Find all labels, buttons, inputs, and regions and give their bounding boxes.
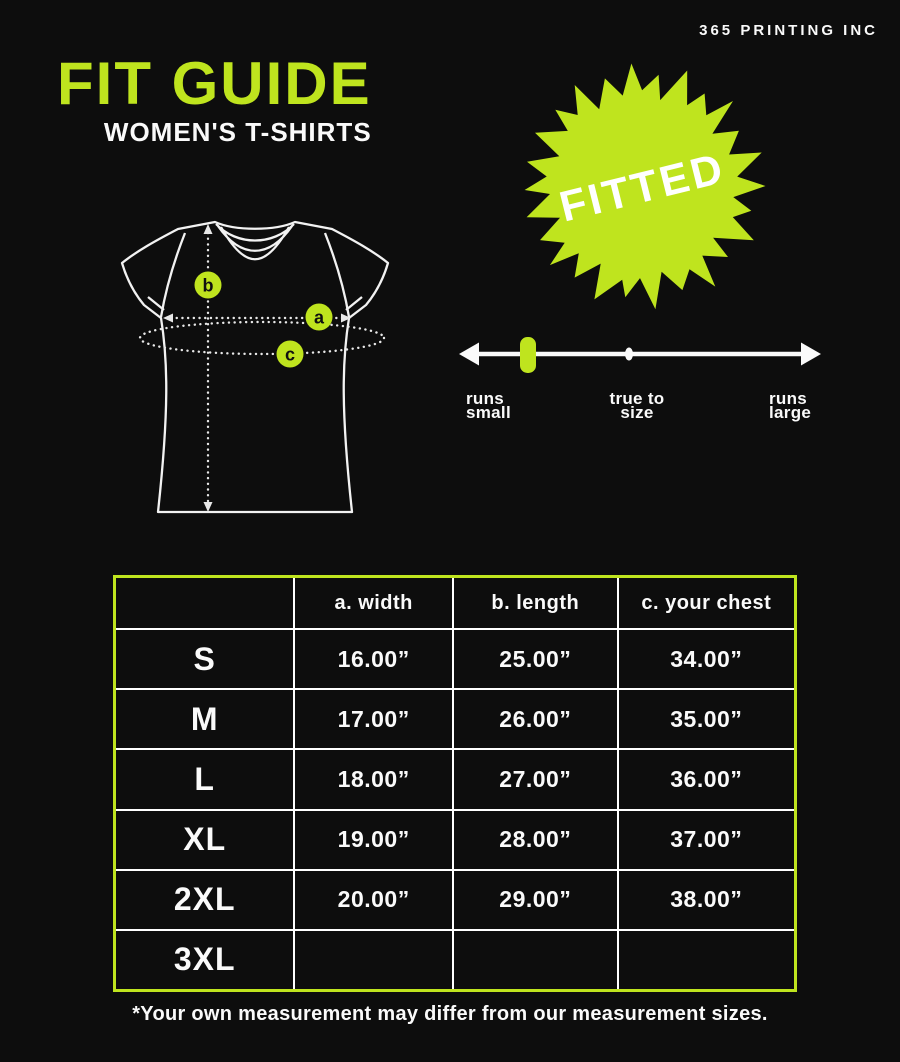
cell-length-3xl bbox=[454, 931, 617, 989]
scale-label-true-to-size: true to size bbox=[609, 389, 665, 422]
fit-scale-axis bbox=[450, 330, 830, 380]
fitted-badge bbox=[510, 54, 774, 318]
page-subtitle: WOMEN'S T-SHIRTS bbox=[103, 117, 372, 147]
cell-width-s: 16.00” bbox=[295, 630, 452, 688]
page-title: FIT GUIDE bbox=[57, 50, 372, 117]
cell-length-s: 25.00” bbox=[454, 630, 617, 688]
scale-right-arrowhead-icon bbox=[801, 343, 821, 366]
scale-midpoint-dot bbox=[625, 348, 633, 361]
brand-text: 365 PRINTING INC bbox=[699, 22, 878, 39]
marker-c-letter: c bbox=[284, 344, 296, 365]
cell-length-2xl: 29.00” bbox=[454, 871, 617, 929]
marker-a-letter: a bbox=[313, 307, 325, 328]
cell-width-m: 17.00” bbox=[295, 690, 452, 748]
fit-scale bbox=[450, 330, 830, 435]
cell-size-s: S bbox=[116, 630, 293, 688]
scale-marker bbox=[520, 337, 536, 373]
cell-width-3xl bbox=[295, 931, 452, 989]
cell-chest-s: 34.00” bbox=[619, 630, 794, 688]
cell-chest-xl: 37.00” bbox=[619, 811, 794, 869]
cell-length-l: 27.00” bbox=[454, 750, 617, 808]
scale-label-runs-small: runs small bbox=[466, 389, 511, 422]
cell-size-2xl: 2XL bbox=[116, 871, 293, 929]
scale-left-arrowhead-icon bbox=[459, 343, 479, 366]
cell-size-m: M bbox=[116, 690, 293, 748]
cell-width-xl: 19.00” bbox=[295, 811, 452, 869]
marker-b-letter: b bbox=[202, 275, 214, 296]
table-header-chest: c. your chest bbox=[619, 578, 794, 628]
fitted-badge-label: FITTED bbox=[554, 144, 731, 232]
table-header-size bbox=[116, 578, 293, 628]
title-block bbox=[57, 50, 372, 148]
cell-size-3xl: 3XL bbox=[116, 931, 293, 989]
cell-width-2xl: 20.00” bbox=[295, 871, 452, 929]
cell-width-l: 18.00” bbox=[295, 750, 452, 808]
cell-length-xl: 28.00” bbox=[454, 811, 617, 869]
cell-size-xl: XL bbox=[116, 811, 293, 869]
cell-chest-3xl bbox=[619, 931, 794, 989]
cell-chest-2xl: 38.00” bbox=[619, 871, 794, 929]
marker-a bbox=[306, 304, 333, 331]
footnote: *Your own measurement may differ from our measurement sizes. bbox=[132, 1003, 768, 1025]
cell-chest-m: 35.00” bbox=[619, 690, 794, 748]
marker-c bbox=[277, 341, 304, 368]
size-table bbox=[113, 575, 797, 992]
table-header-width: a. width bbox=[295, 578, 452, 628]
tshirt-diagram bbox=[105, 196, 405, 526]
cell-chest-l: 36.00” bbox=[619, 750, 794, 808]
cell-length-m: 26.00” bbox=[454, 690, 617, 748]
cell-size-l: L bbox=[116, 750, 293, 808]
scale-label-runs-large: runs large bbox=[769, 389, 812, 422]
tshirt-outline bbox=[122, 222, 388, 512]
marker-b bbox=[195, 272, 222, 299]
table-header-length: b. length bbox=[454, 578, 617, 628]
